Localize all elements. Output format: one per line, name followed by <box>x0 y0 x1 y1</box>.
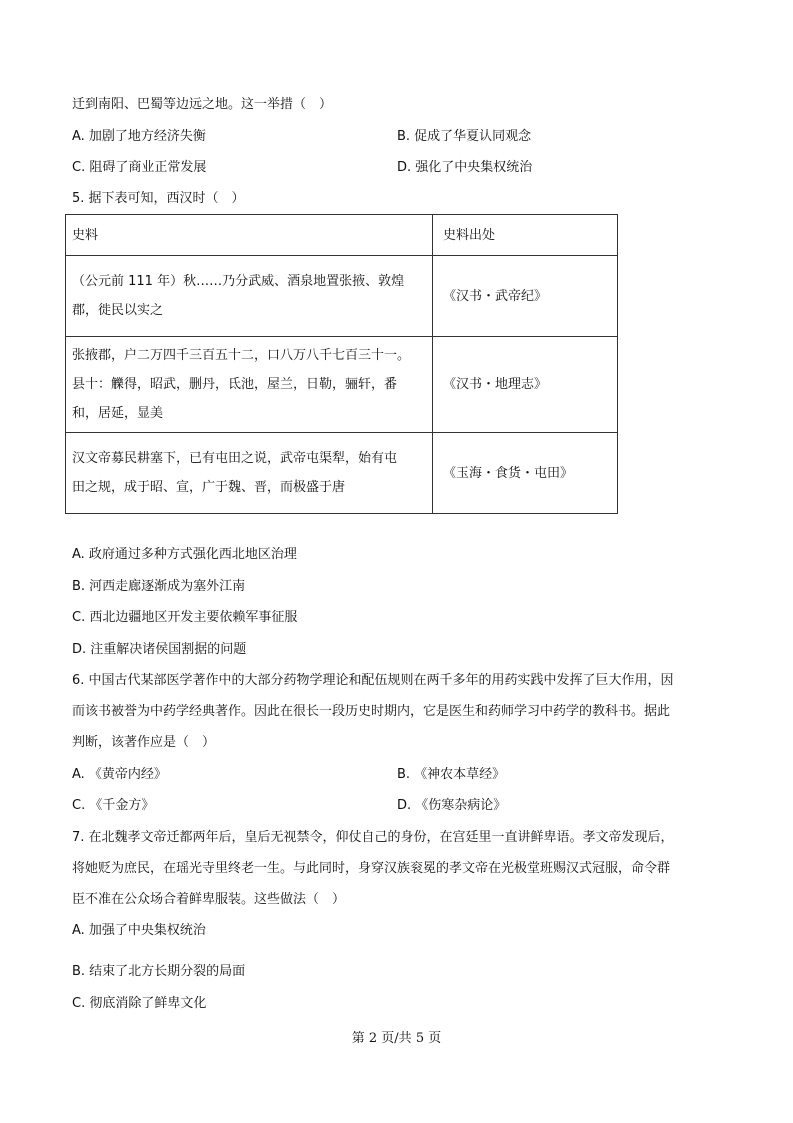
q4-option-c: C. 阻碍了商业正常发展 <box>72 160 207 175</box>
q5-option-c: C. 西北边疆地区开发主要依赖军事征服 <box>72 610 298 625</box>
table-cell-line: 县十：觻得，昭武，删丹，氐池，屋兰，日勒，骊轩，番 <box>72 377 398 392</box>
q7-stem-line: 将她贬为庶民，在瑶光寺里终老一生。与此同时，身穿汉族衮冕的孝文帝在光极堂班赐汉式冠服，命令群 <box>72 861 671 876</box>
table-cell-source: 《汉书・地理志》 <box>433 337 618 433</box>
q6-option-b: B. 《神农本草经》 <box>397 767 506 782</box>
q7-option-c: C. 彻底消除了鲜卑文化 <box>72 996 207 1011</box>
q7-stem-line: 7. 在北魏孝文帝迁都两年后，皇后无视禁令，仰仗自己的身份，在宫廷里一直讲鲜卑语。孝文帝发现后， <box>72 830 674 845</box>
table-row <box>66 256 618 337</box>
page-number-footer: 第 2 页/共 5 页 <box>351 1031 442 1046</box>
q4-option-d: D. 强化了中央集权统治 <box>397 160 533 175</box>
q4-option-a: A. 加剧了地方经济失衡 <box>72 129 206 144</box>
table-header-source-text: 史料 <box>66 215 433 256</box>
table-cell-source: 《汉书・武帝纪》 <box>433 256 618 337</box>
q6-stem-line: 而该书被誉为中药学经典著作。因此在很长一段历史时期内，它是医生和药师学习中药学的教科书。据此 <box>72 704 671 719</box>
table-cell-line: 张掖郡，户二万四千三百五十二，口八万八千七百三十一。 <box>72 348 411 363</box>
q6-option-d: D. 《伤寒杂病论》 <box>397 798 507 813</box>
table-header-source-origin: 史料出处 <box>433 215 618 256</box>
q7-stem-line: 臣不准在公众场合着鲜卑服装。这些做法（ ） <box>72 892 346 907</box>
table-cell-text <box>66 337 433 433</box>
q5-option-a: A. 政府通过多种方式强化西北地区治理 <box>72 547 297 562</box>
q5-option-d: D. 注重解决诸侯国割据的问题 <box>72 642 247 657</box>
table-row <box>66 337 618 433</box>
table-cell-line: 和，居延，显美 <box>72 406 164 421</box>
q6-option-c: C. 《千金方》 <box>72 798 155 813</box>
table-header-row <box>66 215 618 256</box>
table-cell-text <box>66 256 433 337</box>
q5-stem: 5. 据下表可知，西汉时（ ） <box>72 191 245 206</box>
table-cell-line: 田之规，成于昭、宣，广于魏、晋，而极盛于唐 <box>72 480 346 495</box>
q7-option-a: A. 加强了中央集权统治 <box>72 923 206 938</box>
table-cell-source: 《玉海・食货・屯田》 <box>433 433 618 514</box>
q7-option-b: B. 结束了北方长期分裂的局面 <box>72 964 246 979</box>
q6-stem-line: 6. 中国古代某部医学著作中的大部分药物学理论和配伍规则在两千多年的用药实践中发挥了巨大作用，因 <box>72 673 674 688</box>
source-table <box>65 214 618 514</box>
table-cell-line: 郡，徙民以实之 <box>72 303 164 318</box>
q6-stem-line: 判断，该著作应是（ ） <box>72 735 216 750</box>
q5-option-b: B. 河西走廊逐渐成为塞外江南 <box>72 579 246 594</box>
q6-option-a: A. 《黄帝内经》 <box>72 767 167 782</box>
q4-stem-end: 迁到南阳、巴蜀等边远之地。这一举措（ ） <box>72 97 333 112</box>
table-cell-line: （公元前 111 年）秋……乃分武威、酒泉地置张掖、敦煌 <box>72 274 405 289</box>
table-row <box>66 433 618 514</box>
q4-option-b: B. 促成了华夏认同观念 <box>397 129 532 144</box>
table-cell-text <box>66 433 433 514</box>
table-cell-line: 汉文帝募民耕塞下，已有屯田之说，武帝屯渠犁，始有屯 <box>72 451 398 466</box>
